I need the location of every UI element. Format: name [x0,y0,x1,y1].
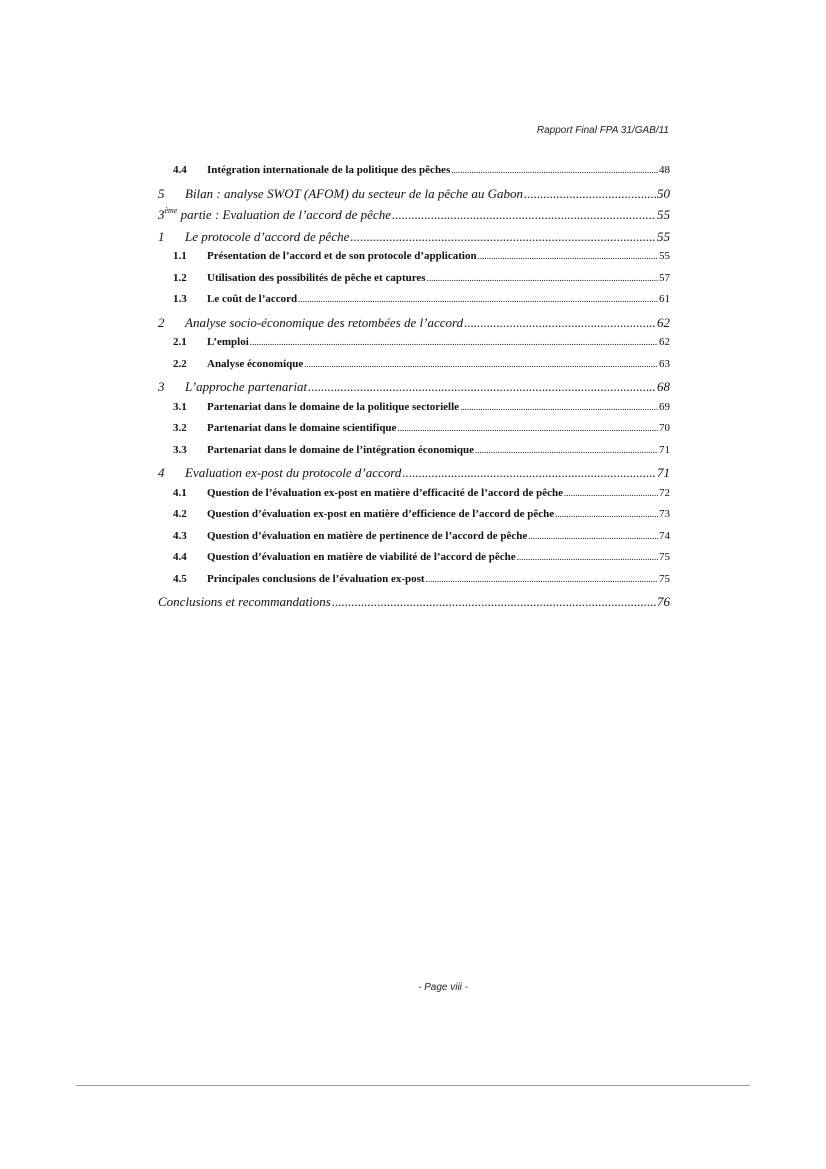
toc-entry-title: Analyse socio-économique des retombées de l’accord [185,314,464,330]
toc-entry-number: 4.5 [173,572,187,585]
page-number: - Page viii - [417,982,468,993]
toc-entry[interactable] [158,315,670,337]
dot-leader [524,186,656,202]
toc-entry-title: Le coût de l’accord [207,293,298,305]
toc-entry[interactable] [158,229,670,251]
dot-leader [564,487,658,499]
toc-entry-title: Présentation de l’accord et de son protocole d’application [207,250,477,262]
toc-entry-title: Evaluation ex-post du protocole d’accord [185,465,402,480]
toc-entry-title: Le protocole d’accord de pêche [185,228,350,244]
toc-entry-number: 4.3 [173,529,187,542]
table-of-contents [158,164,670,616]
toc-entry[interactable] [158,487,670,509]
toc-entry-title: Analyse économique [207,357,304,370]
toc-entry-number: 1 [158,228,165,244]
dot-leader [555,508,658,520]
toc-entry-title: Utilisation des possibilités de pêche et captures [207,271,426,284]
toc-entry-page: 76 [657,594,670,609]
dot-leader [392,207,656,223]
footer-divider [76,1085,750,1086]
toc-entry-number: 3.2 [173,422,187,434]
dot-leader [451,164,658,176]
dot-leader [464,315,656,331]
toc-entry-title: Question d’évaluation ex-post en matière d’efficience de l’accord de pêche [207,508,555,520]
toc-entry-number: 4.4 [173,164,187,176]
toc-entry-number: 4.1 [173,486,187,499]
dot-leader [460,401,658,413]
toc-entry[interactable] [158,465,670,487]
toc-entry-page: 62 [659,336,670,348]
toc-entry[interactable] [158,293,670,315]
toc-entry-page: 62 [657,314,670,330]
dot-leader [350,229,656,245]
toc-entry-title: L’emploi [207,336,249,348]
dot-leader [304,358,658,370]
toc-entry-title: Partenariat dans le domaine de la politique sectorielle [207,400,460,413]
toc-entry[interactable] [158,444,670,466]
toc-entry-page: 68 [657,379,670,394]
toc-entry-title: Bilan : analyse SWOT (AFOM) du secteur de la pêche au Gabon [185,185,524,201]
toc-entry-page: 50 [657,185,670,201]
toc-entry[interactable] [158,250,670,272]
dot-leader [478,250,658,262]
toc-entry[interactable] [158,422,670,444]
running-header: Rapport Final FPA 31/GAB/11 [536,125,669,136]
toc-entry-page: 71 [659,443,670,456]
toc-entry-number: 4 [158,465,165,480]
toc-entry-page: 71 [657,465,670,480]
toc-entry[interactable] [158,551,670,573]
dot-leader [475,444,658,456]
toc-entry-page: 57 [659,271,670,284]
toc-entry-number: 1.3 [173,293,187,305]
toc-entry-number: 3.3 [173,443,187,456]
toc-entry-page: 69 [659,400,670,413]
toc-entry-title: Conclusions et recommandations [158,594,331,609]
dot-leader [308,379,656,395]
toc-entry[interactable] [158,573,670,595]
toc-entry-title: Principales conclusions de l’évaluation ex-post [207,572,425,585]
toc-entry-title: L’approche partenariat [185,379,308,394]
toc-entry-number: 1.2 [173,271,187,284]
part-number: 3 [158,207,165,222]
toc-entry-title: Intégration internationale de la politique des pêches [207,164,451,176]
toc-entry[interactable] [158,594,670,616]
toc-entry-title: Question d’évaluation en matière de viabilité de l’accord de pêche [207,551,516,563]
toc-entry-number: 4.4 [173,551,187,563]
toc-entry-number: 2.2 [173,357,187,370]
toc-entry-title: Question de l’évaluation ex-post en matière d’efficacité de l’accord de pêche [207,486,564,499]
toc-entry-page: 63 [659,357,670,370]
dot-leader [250,336,658,348]
toc-entry-title: Partenariat dans le domaine de l’intégration économique [207,443,475,456]
dot-leader [298,293,658,305]
toc-entry-title: Question d’évaluation en matière de pertinence de l’accord de pêche [207,529,528,542]
toc-entry-page: 55 [659,250,670,262]
toc-entry-page: 72 [659,486,670,499]
toc-entry-number: 3 [158,379,165,394]
toc-entry-page: 73 [659,508,670,520]
toc-entry-page: 55 [657,228,670,244]
toc-entry-page: 55 [657,207,670,222]
toc-entry[interactable] [158,358,670,380]
dot-leader [427,272,658,284]
toc-entry[interactable] [158,336,670,358]
toc-entry-number: 1.1 [173,250,187,262]
toc-entry[interactable] [158,272,670,294]
toc-entry-number: 4.2 [173,508,187,520]
dot-leader [402,465,656,481]
toc-entry-page: 75 [659,551,670,563]
toc-entry[interactable] [158,379,670,401]
dot-leader [528,530,658,542]
toc-entry[interactable] [158,401,670,423]
toc-entry-number: 5 [158,185,165,201]
toc-entry-page: 70 [659,422,670,434]
toc-entry-page: 75 [659,572,670,585]
toc-entry-number: 2 [158,314,165,330]
part-title: partie : Evaluation de l’accord de pêche [177,207,391,222]
toc-entry[interactable] [158,164,670,186]
toc-entry-number: 3.1 [173,400,187,413]
dot-leader [332,594,656,610]
toc-entry[interactable] [158,530,670,552]
dot-leader [397,422,658,434]
toc-entry[interactable] [158,508,670,530]
toc-entry-page: 74 [659,529,670,542]
dot-leader [426,573,658,585]
toc-entry[interactable] [158,207,670,229]
toc-entry-number: 2.1 [173,336,187,348]
toc-entry-title [158,207,391,223]
toc-entry-title: Partenariat dans le domaine scientifique [207,422,397,434]
dot-leader [517,551,658,563]
part-ordinal-suffix: ème [164,206,178,215]
toc-entry[interactable] [158,186,670,208]
toc-entry-page: 48 [659,164,670,176]
toc-entry-page: 61 [659,293,670,305]
